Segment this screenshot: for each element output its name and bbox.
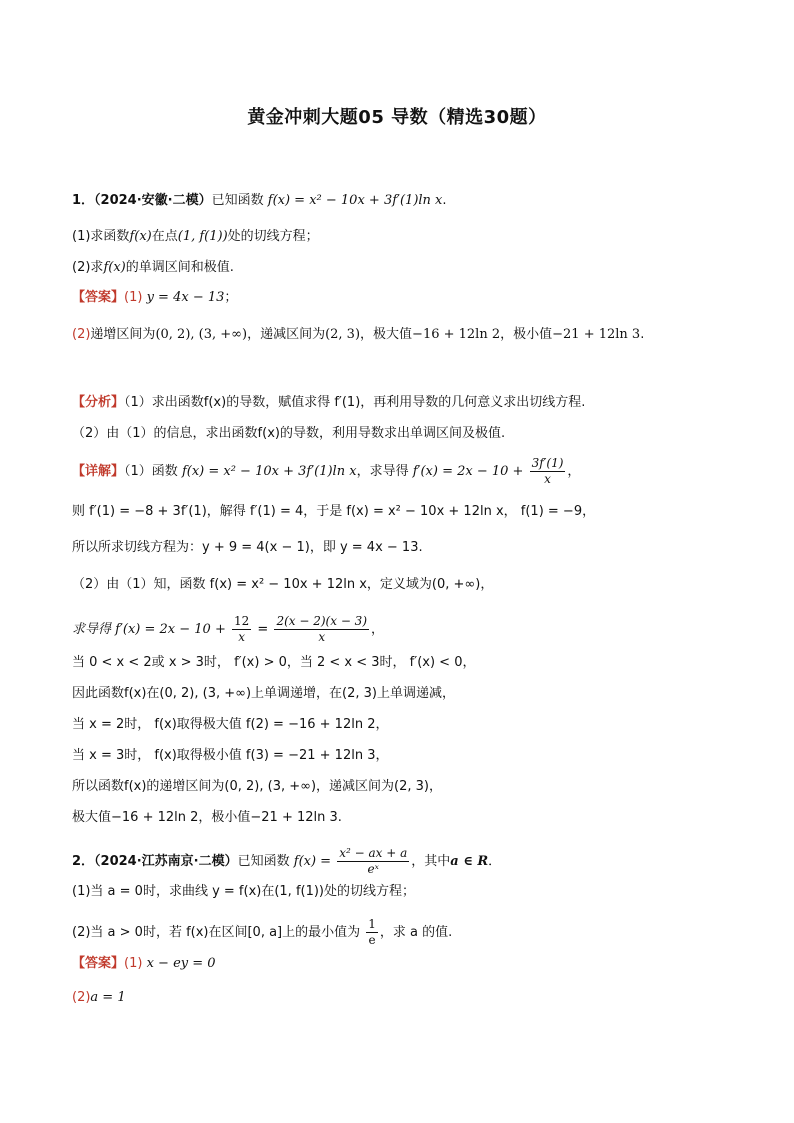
answer-tag: 【答案】 xyxy=(72,290,125,305)
problem-1-detail-9: 当 x = 3时， f(x)取得极小值 f(3) = −21 + 12ln 3， xyxy=(72,748,389,763)
math-expression: f(x) = x² − 10x + 3f′(1)ln x xyxy=(267,193,443,208)
problem-1-part-2: (2)求f(x)的单调区间和极值. xyxy=(72,260,234,275)
problem-1-detail-7: 因此函数f(x)在(0, 2), (3, +∞)上单调递增，在(2, 3)上单调递减， xyxy=(72,686,455,701)
answer-tag: 【答案】 xyxy=(72,956,125,971)
problem-2-answer-2: (2)a = 1 xyxy=(72,990,126,1005)
problem-1-part-1: (1)求函数f(x)在点(1, f(1))处的切线方程； xyxy=(72,229,319,244)
fraction: $\frac{12}{x}$ xyxy=(234,614,250,644)
fraction: $\frac{2(x - 2)(x - 3)}{x}$ xyxy=(276,614,368,644)
fraction: $\frac{1}{e}$ xyxy=(368,917,376,947)
problem-1-detail-6: 当 0 < x < 2或 x > 3时， f′(x) > 0，当 2 < x < 3时， f′(x) < 0， xyxy=(72,655,476,670)
problem-2-answer-1: 【答案】(1) x − ey = 0 xyxy=(72,956,216,971)
problem-2-part-2: (2)当 a > 0时，若 f(x)在区间[0, a]上的最小值为 $\frac{1}{e}$ ，求 a 的值. xyxy=(72,917,453,947)
problem-1-detail-4: （2）由（1）知，函数 f(x) = x² − 10x + 12ln x，定义域为(0, +∞)， xyxy=(72,577,494,592)
detail-tag: 【详解】 xyxy=(72,464,125,479)
problem-number: 1． xyxy=(72,193,95,208)
problem-1-detail-5: 求导得 f′(x) = 2x − 10 + $\frac{12}{x}$ = $\frac{2(x - 2)(x - 3)}{x}$ ， xyxy=(72,614,385,644)
problem-source: （2024·安徽·二模） xyxy=(94,193,212,208)
problem-1-answer-1: 【答案】(1) y = 4x − 13； xyxy=(72,290,238,305)
problem-1-analysis-2: （2）由（1）的信息，求出函数f(x)的导数，利用导数求出单调区间及极值. xyxy=(72,426,506,441)
page-title: 黄金冲刺大题05 导数（精选30题） xyxy=(247,107,547,128)
problem-1-detail-10: 所以函数f(x)的递增区间为(0, 2), (3, +∞)，递减区间为(2, 3)， xyxy=(72,779,442,794)
problem-1-detail-8: 当 x = 2时， f(x)取得极大值 f(2) = −16 + 12ln 2， xyxy=(72,717,389,732)
problem-1-detail-2: 则 f′(1) = −8 + 3f′(1)，解得 f′(1) = 4，于是 f(x) = x² − 10x + 12ln x， f(1) = −9， xyxy=(72,504,596,519)
problem-1-analysis-1: 【分析】（1）求出函数f(x)的导数，赋值求得 f′(1)，再利用导数的几何意义求出切线方程. xyxy=(72,395,586,410)
problem-source: （2024·江苏南京·二模） xyxy=(94,854,238,869)
fraction: $\frac{\text{x² − ax + a}}{\text{eˣ}}$ xyxy=(339,846,408,876)
analysis-tag: 【分析】 xyxy=(72,395,125,410)
problem-2-stem: 2．（2024·江苏南京·二模）已知函数 f(x) = $\frac{\text{x² − ax + a}}{\text{eˣ}}$ ，其中a ∈ R． xyxy=(72,846,502,876)
problem-1-detail-11: 极大值−16 + 12ln 2，极小值−21 + 12ln 3. xyxy=(72,810,342,825)
problem-1-detail-3: 所以所求切线方程为：y + 9 = 4(x − 1)，即 y = 4x − 13. xyxy=(72,540,423,555)
problem-1-stem: 1．（2024·安徽·二模）已知函数 f(x) = x² − 10x + 3f′(1)ln x. xyxy=(72,193,447,208)
problem-1-detail-1: 【详解】（1）函数 f(x) = x² − 10x + 3f′(1)ln x，求导得 f′(x) = 2x − 10 + $\frac{3f'(1)}{x}$ ， xyxy=(72,456,581,486)
problem-number: 2． xyxy=(72,854,95,869)
problem-2-part-1: (1)当 a = 0时，求曲线 y = f(x)在(1, f(1))处的切线方程； xyxy=(72,884,416,899)
fraction: $\frac{3f'(1)}{x}$ xyxy=(531,456,564,486)
problem-1-answer-2: (2)递增区间为(0, 2), (3, +∞)，递减区间为(2, 3)，极大值−16 + 12ln 2，极小值−21 + 12ln 3. xyxy=(72,327,645,342)
